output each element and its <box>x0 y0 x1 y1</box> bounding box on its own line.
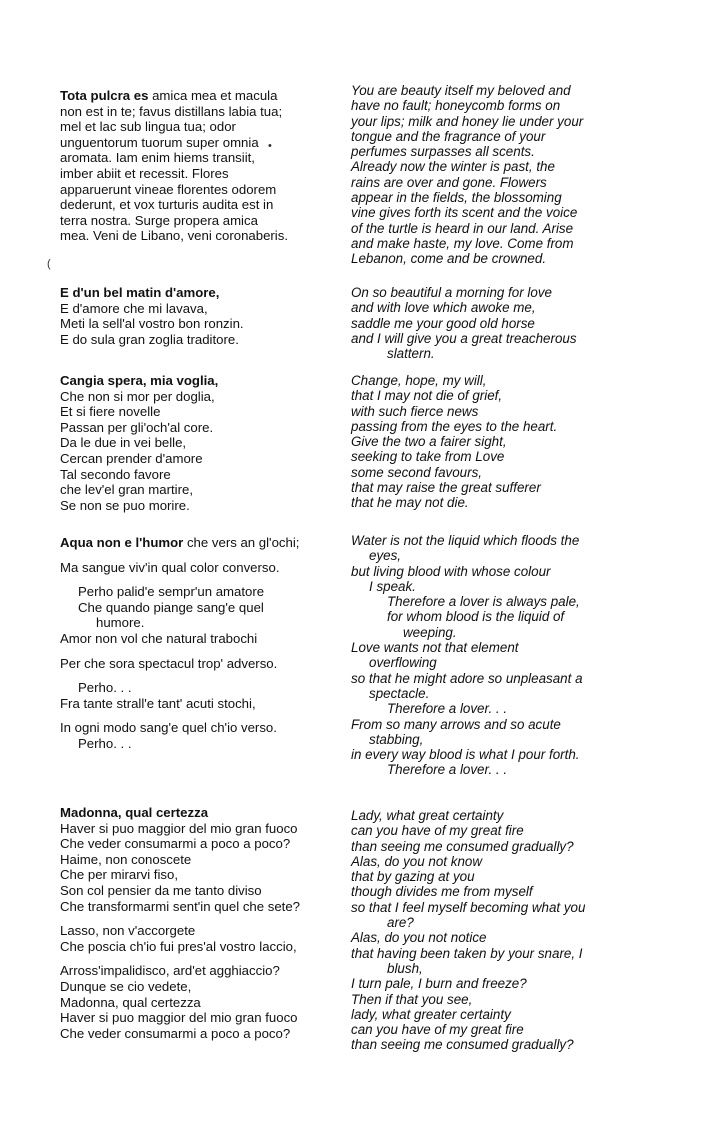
translation-verse-line <box>351 300 691 315</box>
translation-verse-line <box>351 221 691 236</box>
verse-text: Fra tante strall'e tant' acuti stochi, <box>60 695 256 711</box>
verse-text: Arross'impalidisco, ard'et agghiaccio? <box>60 963 280 979</box>
original-verse-line <box>60 435 350 451</box>
verse-text: Alas, do you not notice <box>351 930 487 946</box>
stanza-gap <box>60 711 350 720</box>
verse-text: tongue and the fragrance of your <box>351 128 546 144</box>
translation-verse-line <box>351 419 691 434</box>
original-verse-line <box>60 836 350 852</box>
original-verse-line <box>60 285 350 301</box>
verse-text: Dunque se cio vedete, <box>60 978 192 994</box>
verse-text: Tal secondo favore <box>60 466 171 482</box>
verse-text: saddle me your good old horse <box>351 315 535 331</box>
original-verse-line <box>60 88 350 104</box>
verse-text: Water is not the liquid which floods the <box>351 533 580 548</box>
original-verse-line <box>60 736 350 752</box>
verse-incipit: Aqua non e l'humor <box>60 535 184 550</box>
original-verse-line <box>60 963 350 979</box>
original-verse-line <box>60 720 350 736</box>
verse-text: unguentorum tuorum super omnia <box>60 134 259 150</box>
translation-verse-line <box>351 640 691 655</box>
original-verse-line <box>60 150 350 166</box>
translation-verse-line <box>351 946 691 961</box>
verse-text: aromata. Iam enim hiems transiit, <box>60 150 255 166</box>
original-verse-line <box>60 939 350 955</box>
original-verse-line <box>60 656 350 672</box>
stanza-gap <box>60 647 350 656</box>
translation-verse-line <box>351 251 691 266</box>
verse-text: humore. <box>96 615 145 631</box>
verse-text: have no fault; honeycomb forms on <box>351 98 561 114</box>
verse-text: Che poscia ch'io fui pres'al vostro laccio, <box>60 938 297 954</box>
original-verse-line <box>60 373 350 389</box>
translation-verse-line <box>351 449 691 464</box>
translation-verse-line <box>351 205 691 220</box>
original-verse-line <box>60 923 350 939</box>
translation-verse-line <box>351 144 691 159</box>
stanza-gap <box>60 954 350 963</box>
verse-incipit: Cangia spera, mia voglia, <box>60 373 219 388</box>
original-verse-line <box>60 420 350 436</box>
verse-text: eyes, <box>369 548 402 564</box>
verse-text: can you have of my great fire <box>351 823 524 839</box>
translation-verse-line <box>351 564 691 579</box>
original-verse-line <box>60 316 350 332</box>
verse-text: mel et lac sub lingua tua; odor <box>60 119 236 135</box>
original-verse-line <box>60 135 350 151</box>
verse-d-un-bel-matin <box>60 285 350 347</box>
original-verse-line <box>60 1026 350 1042</box>
verse-cangia-spera <box>60 373 350 513</box>
verse-text: Passan per gli'och'al core. <box>60 419 214 435</box>
translation-verse-line <box>351 976 691 991</box>
translation-verse-line <box>351 992 691 1007</box>
verse-text: passing from the eyes to the heart. <box>351 418 558 434</box>
translation-verse-line <box>351 373 691 388</box>
verse-text: blush, <box>387 960 423 976</box>
original-verse-line <box>60 979 350 995</box>
verse-text: dederunt, et vox turturis audita est in <box>60 197 274 213</box>
verse-text: Therefore a lover. . . <box>387 762 508 778</box>
translation-verse-line <box>351 1022 691 1037</box>
original-verse-line <box>60 535 350 551</box>
verse-text: that I may not die of grief, <box>351 388 503 404</box>
verse-text: Da le due in vei belle, <box>60 435 187 451</box>
original-verse-line <box>60 1010 350 1026</box>
original-verse-line <box>60 197 350 213</box>
translation-verse-line <box>351 625 691 640</box>
verse-text: stabbing, <box>369 731 424 747</box>
translation-verse-line <box>351 900 691 915</box>
stray-mark: • <box>268 140 272 152</box>
translation-verse-line <box>351 808 691 823</box>
verse-text: terra nostra. Surge propera amica <box>60 212 258 228</box>
verse-text: I speak. <box>369 578 416 594</box>
verse-text: can you have of my great fire <box>351 1022 524 1038</box>
verse-text: imber abiit et recessit. Flores <box>60 165 229 181</box>
verse-text: Already now the winter is past, the <box>351 159 555 175</box>
translation-verse-line <box>351 717 691 732</box>
translation-verse-line <box>351 655 691 670</box>
translation-verse-line <box>351 331 691 346</box>
translation-verse-line <box>351 404 691 419</box>
verse-text: though divides me from myself <box>351 884 533 900</box>
original-verse-line <box>60 584 350 600</box>
verse-text: spectacle. <box>369 685 430 701</box>
translation-verse-line <box>351 747 691 762</box>
verse-text: Che per mirarvi fiso, <box>60 867 178 883</box>
verse-text: of the turtle is heard in our land. Arise <box>351 220 574 236</box>
verse-text: E d'amore che mi lavava, <box>60 300 208 316</box>
verse-text: E do sula gran zoglia traditore. <box>60 331 239 347</box>
translation-verse-line <box>351 495 691 510</box>
verse-text: Give the two a fairer sight, <box>351 434 507 450</box>
verse-incipit: E d'un bel matin d'amore, <box>60 285 220 300</box>
verse-text: so that I feel myself becoming what you <box>351 899 586 915</box>
original-verse-line <box>60 867 350 883</box>
translation-verse-line <box>351 114 691 129</box>
verse-text: seeking to take from Love <box>351 449 505 465</box>
translation-verse-line <box>351 1037 691 1052</box>
translation-verse-line <box>351 869 691 884</box>
verse-text: so that he might adore so unpleasant a <box>351 670 583 686</box>
verse-incipit: Tota pulcra es <box>60 88 149 103</box>
translation-verse-line <box>351 915 691 930</box>
original-verse-line <box>60 680 350 696</box>
verse-text: that may raise the great sufferer <box>351 480 541 496</box>
verse-text: that he may not die. <box>351 495 469 511</box>
verse-text: that having been taken by your snare, I <box>351 945 583 961</box>
verse-text: In ogni modo sang'e quel ch'io verso. <box>60 720 277 736</box>
verse-incipit: Madonna, qual certezza <box>60 805 209 820</box>
translation-verse-line <box>351 839 691 854</box>
verse-text: Son col pensier da me tanto diviso <box>60 882 262 898</box>
translation-verse-line <box>351 686 691 701</box>
verse-text: Meti la sell'al vostro bon ronzin. <box>60 316 244 332</box>
translation-d-un-bel-matin <box>351 285 691 361</box>
verse-text: Ma sangue viv'in qual color converso. <box>60 559 280 575</box>
verse-text: Haime, non conoscete <box>60 851 192 867</box>
verse-text: Therefore a lover. . . <box>387 701 508 717</box>
verse-text: Then if that you see, <box>351 991 473 1007</box>
verse-text: Che quando piange sang'e quel <box>78 599 264 615</box>
translation-verse-line <box>351 548 691 563</box>
original-verse-line <box>60 821 350 837</box>
verse-text: and make haste, my love. Come from <box>351 235 574 251</box>
translation-verse-line <box>351 609 691 624</box>
verse-text: lady, what greater certainty <box>351 1006 511 1022</box>
verse-text: but living blood with whose colour <box>351 563 551 579</box>
stanza-gap <box>60 914 350 923</box>
latin-verse-tota-pulcra <box>60 88 350 244</box>
verse-text: perfumes surpasses all scents. <box>351 144 535 160</box>
verse-text: appear in the fields, the blossoming <box>351 190 562 206</box>
verse-text: You are beauty itself my beloved and <box>351 83 571 98</box>
translation-verse-line <box>351 83 691 98</box>
stanza-gap <box>60 551 350 560</box>
verse-text: your lips; milk and honey lie under your <box>351 113 584 129</box>
translation-tota-pulcra <box>351 83 691 267</box>
original-verse-line <box>60 805 350 821</box>
verse-text: vine gives forth its scent and the voice <box>351 205 578 221</box>
translation-verse-line <box>351 594 691 609</box>
verse-text: Amor non vol che natural trabochi <box>60 630 258 646</box>
original-verse-line <box>60 104 350 120</box>
verse-text: that by gazing at you <box>351 869 475 885</box>
verse-text: Et si fiere novelle <box>60 404 161 420</box>
stanza-gap <box>60 575 350 584</box>
original-verse-line <box>60 119 350 135</box>
translation-verse-line <box>351 236 691 251</box>
translation-verse-line <box>351 316 691 331</box>
verse-text: with such fierce news <box>351 403 479 419</box>
verse-text: slattern. <box>387 346 435 362</box>
verse-text: On so beautiful a morning for love <box>351 285 552 300</box>
verse-text: Therefore a lover is always pale, <box>387 594 580 610</box>
verse-text: mea. Veni de Libano, veni coronaberis. <box>60 228 288 244</box>
verse-text: overflowing <box>369 655 437 671</box>
verse-text: Che veder consumarmi a poco a poco? <box>60 1025 291 1041</box>
original-verse-line <box>60 182 350 198</box>
original-verse-line <box>60 852 350 868</box>
original-verse-line <box>60 498 350 514</box>
verse-text: Che veder consumarmi a poco a poco? <box>60 836 291 852</box>
verse-text: than seeing me consumed gradually? <box>351 838 574 854</box>
translation-verse-line <box>351 732 691 747</box>
translation-verse-line <box>351 533 691 548</box>
verse-text: Change, hope, my will, <box>351 373 487 388</box>
translation-verse-line <box>351 159 691 174</box>
verse-text: From so many arrows and so acute <box>351 716 561 732</box>
verse-text: in every way blood is what I pour forth. <box>351 747 580 763</box>
verse-text: Perho. . . <box>78 680 132 696</box>
original-verse-line <box>60 560 350 576</box>
verse-text: weeping. <box>403 624 457 640</box>
verse-aqua-non-e-l-humor <box>60 535 350 752</box>
verse-text: Se non se puo morire. <box>60 497 190 513</box>
verse-text: Lasso, non v'accorgete <box>60 923 196 939</box>
translation-verse-line <box>351 930 691 945</box>
verse-text: Madonna, qual certezza <box>60 994 201 1010</box>
stray-mark: ( <box>47 258 51 270</box>
original-verse-line <box>60 696 350 712</box>
verse-text: rains are over and gone. Flowers <box>351 174 547 190</box>
translation-verse-line <box>351 175 691 190</box>
translation-verse-line <box>351 671 691 686</box>
translation-verse-line <box>351 465 691 480</box>
original-verse-line <box>60 600 350 616</box>
verse-text: Che non si mor per doglia, <box>60 388 215 404</box>
verse-text: che lev'el gran martire, <box>60 482 193 498</box>
translation-cangia-spera <box>351 373 691 511</box>
verse-text: than seeing me consumed gradually? <box>351 1037 574 1053</box>
original-verse-line <box>60 467 350 483</box>
translation-verse-line <box>351 823 691 838</box>
verse-text: and with love which awoke me, <box>351 300 536 316</box>
translation-verse-line <box>351 346 691 361</box>
verse-text: I turn pale, I burn and freeze? <box>351 976 527 992</box>
verse-text: some second favours, <box>351 464 482 480</box>
verse-text: Haver si puo maggior del mio gran fuoco <box>60 820 298 836</box>
verse-text: and I will give you a great treacherous <box>351 330 577 346</box>
translation-verse-line <box>351 961 691 976</box>
verse-text: are? <box>387 915 414 931</box>
verse-text: che vers an gl'ochi; <box>183 535 300 550</box>
original-verse-line <box>60 389 350 405</box>
verse-text: for whom blood is the liquid of <box>387 609 565 625</box>
verse-text: Love wants not that element <box>351 640 519 656</box>
translation-verse-line <box>351 190 691 205</box>
translation-verse-line <box>351 129 691 144</box>
verse-text: Alas, do you not know <box>351 853 483 869</box>
original-verse-line <box>60 166 350 182</box>
verse-text: non est in te; favus distillans labia tua; <box>60 103 283 119</box>
original-verse-line <box>60 213 350 229</box>
original-verse-line <box>60 995 350 1011</box>
verse-text: Perho palid'e sempr'un amatore <box>78 584 265 600</box>
verse-text: apparuerunt vineae florentes odorem <box>60 181 277 197</box>
translation-aqua-non-e-l-humor <box>351 533 691 778</box>
original-verse-line <box>60 631 350 647</box>
original-verse-line <box>60 228 350 244</box>
original-verse-line <box>60 301 350 317</box>
original-verse-line <box>60 883 350 899</box>
original-verse-line <box>60 899 350 915</box>
original-verse-line <box>60 451 350 467</box>
translation-verse-line <box>351 854 691 869</box>
translation-verse-line <box>351 98 691 113</box>
verse-text: amica mea et macula <box>148 88 278 103</box>
translation-verse-line <box>351 701 691 716</box>
translation-verse-line <box>351 762 691 777</box>
verse-text: Che transformarmi sent'in quel che sete? <box>60 898 301 914</box>
original-verse-line <box>60 404 350 420</box>
verse-text: Cercan prender d'amore <box>60 450 203 466</box>
verse-text: Haver si puo maggior del mio gran fuoco <box>60 1010 298 1026</box>
translation-verse-line <box>351 579 691 594</box>
original-verse-line <box>60 482 350 498</box>
translation-verse-line <box>351 434 691 449</box>
translation-verse-line <box>351 388 691 403</box>
verse-text: Per che sora spectacul trop' adverso. <box>60 655 278 671</box>
translation-verse-line <box>351 480 691 495</box>
verse-text: Perho. . . <box>78 735 132 751</box>
verse-madonna-qual-certezza <box>60 805 350 1041</box>
translation-verse-line <box>351 285 691 300</box>
translation-verse-line <box>351 884 691 899</box>
original-verse-line <box>60 332 350 348</box>
verse-text: Lebanon, come and be crowned. <box>351 251 547 267</box>
translation-madonna-qual-certezza <box>351 808 691 1053</box>
stanza-gap <box>60 671 350 680</box>
verse-text: Lady, what great certainty <box>351 808 504 823</box>
original-verse-line <box>60 615 350 631</box>
translation-verse-line <box>351 1007 691 1022</box>
